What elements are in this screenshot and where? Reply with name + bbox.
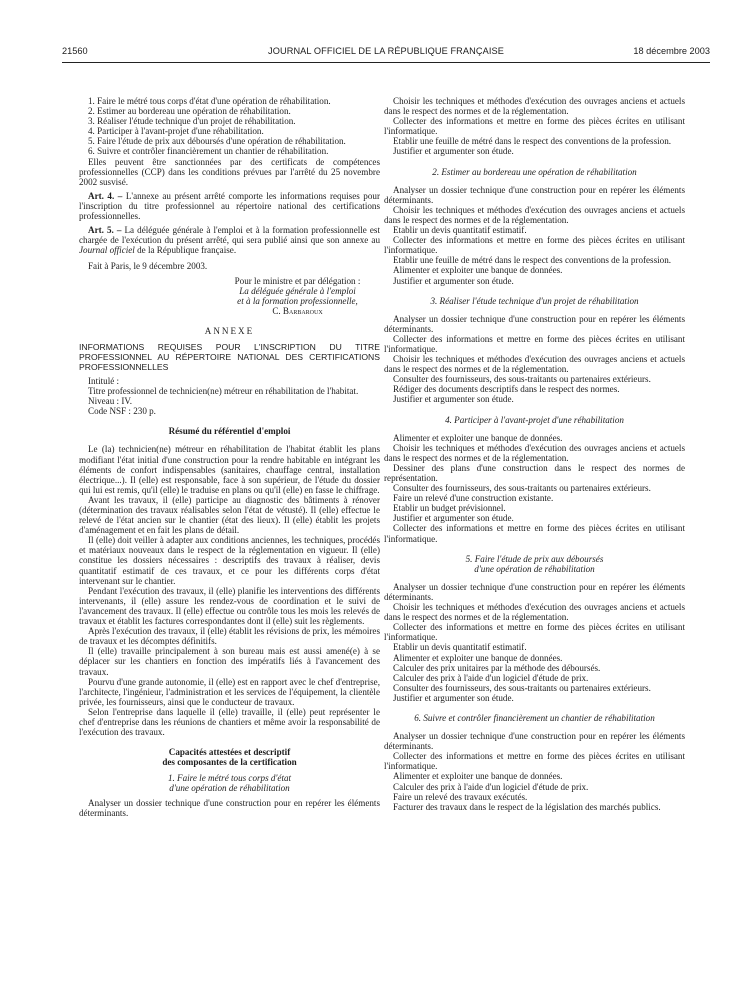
list-item: 6. Suivre et contrôler financièrement un chantier de réhabilitation. (88, 146, 329, 157)
section-item: Rédiger des documents descriptifs dans le respect des normes. (393, 384, 620, 395)
section-item: Analyser un dossier technique d'une construction pour en repérer les éléments déterminants. (79, 797, 380, 818)
section-item: Consulter des fournisseurs, des sous-traitants ou partenaires extérieurs. (393, 374, 651, 385)
article-5-text: La déléguée générale à l'emploi et à la formation professionnelle est chargée de l'exécution du présent arrêté, qui sera publié ainsi que son annexe au (79, 225, 380, 246)
resume-paragraph: Pendant l'exécution des travaux, il (elle) planifie les interventions des différents intervenants, il (elle) assure les rendez-vous de coordination et le suivi de l'avancement des travaux. Il (elle) effectue ou contrôle tous les mois les relevés de travaux et établit les factures correspondantes dont il (elle) suit les règlements. (79, 585, 380, 627)
section-title: 2. Estimer au bordereau une opération de réhabilitation (432, 166, 637, 177)
section-title-line-2: d'une opération de réhabilitation (169, 783, 290, 794)
section-item: Choisir les techniques et méthodes d'exécution des ouvrages anciens et actuels dans le respect des normes et de la réglementation. (384, 442, 685, 463)
section-item: Collecter des informations et mettre en forme des pièces écrites en utilisant l'informatique. (384, 622, 685, 643)
section-item: Justifier et argumenter son étude. (393, 394, 514, 405)
section-item: Facturer des travaux dans le respect de la législation des marchés publics. (393, 801, 661, 812)
issue-date: 18 décembre 2003 (633, 46, 710, 56)
resume-paragraph: Pourvu d'une grande autonomie, il (elle) est en rapport avec le chef d'entreprise, l'architecte, l'ingénieur, l'administration et les services de l'équipement, la clientèle privée, les fournisseurs, ainsi que le conducteur de travaux. (79, 676, 380, 707)
section-item: Alimenter et exploiter une banque de données. (393, 652, 563, 663)
section-item: Choisir les techniques et méthodes d'exécution des ouvrages anciens et actuels dans le respect des normes et de la réglementation. (384, 96, 685, 117)
section-item: Etablir un budget prévisionnel. (393, 503, 506, 514)
resume-paragraph: Après l'exécution des travaux, il (elle) établit les révisions de prix, les mémoires de travaux et les décomptes définitifs. (79, 626, 380, 647)
section-item: Analyser un dossier technique d'une construction pour en repérer les éléments déterminants. (384, 731, 685, 752)
section-item: Dessiner des plans d'une construction dans le respect des normes de représentation. (384, 462, 685, 483)
section-item: Alimenter et exploiter une banque de données. (393, 432, 563, 443)
capacites-heading: Capacités attestées et descriptif (168, 747, 291, 758)
section-item: Calculer des prix unitaires par la méthode des déboursés. (393, 662, 601, 673)
article-4 (79, 191, 380, 221)
sanction-paragraph: Elles peuvent être sanctionnées par des certificats de compétences professionnelles (CCP) dans les conditions prévues par l'arrêté du 25 novembre 2002 susvisé. (79, 156, 380, 187)
section-item: Collecter des informations et mettre en forme des pièces écrites en utilisant l'informatique. (384, 235, 685, 256)
section-item: Justifier et argumenter son étude. (393, 146, 514, 157)
section-item: Calculer des prix à l'aide d'un logiciel d'étude de prix. (393, 781, 589, 792)
section-item: Etablir une feuille de métré dans le respect des conventions de la profession. (393, 255, 672, 266)
resume-heading: Résumé du référentiel d'emploi (168, 426, 291, 437)
article-4-text: L'annexe au présent arrêté comporte les informations requises pour l'inscription du titre professionnel au répertoire national des certifications professionnelles. (79, 190, 380, 222)
article-5-label: Art. 5. – (88, 225, 122, 236)
section-item: Choisir les techniques et méthodes d'exécution des ouvrages anciens et actuels dans le respect des normes et de la réglementation. (384, 204, 685, 225)
right-column (384, 96, 685, 972)
section-item: Etablir un devis quantitatif estimatif. (393, 642, 527, 653)
section-item: Collecter des informations et mettre en forme des pièces écrites en utilisant l'informatique. (384, 523, 685, 544)
journal-officiel-ref: Journal officiel (79, 245, 135, 256)
capacites-heading-line-2: des composantes de la certification (162, 757, 297, 768)
signature-place-date: Fait à Paris, le 9 décembre 2003. (88, 261, 208, 272)
article-5 (79, 225, 380, 255)
section-item: Collecter des informations et mettre en forme des pièces écrites en utilisant l'informatique. (384, 751, 685, 772)
annexe-heading: INFORMATIONS REQUISES POUR L'INSCRIPTION DU TITRE PROFESSIONNEL AU RÉPERTOIRE NATIONAL DES CERTIFICATIONS PROFESSIONNELLES (79, 341, 380, 372)
page-header (62, 46, 710, 60)
section-item: Choisir les techniques et méthodes d'exécution des ouvrages anciens et actuels dans le respect des normes et de la réglementation. (384, 602, 685, 623)
signature-block (215, 276, 380, 316)
signature-line: et à la formation professionnelle, (237, 295, 358, 306)
section-item: Faire un relevé des travaux exécutés. (393, 791, 528, 802)
resume-paragraph: Il (elle) doit veiller à adapter aux conditions anciennes, les techniques, procédés et matériaux nouveaux dans le respect de la réglementation en vigueur. Il (elle) constitue les dossiers nécessaires : descriptifs des travaux à réaliser, devis quantitatif estimatif de ces travaux, et ce pour les différents corps d'état intervenant sur le chantier. (79, 535, 380, 586)
page-number: 21560 (62, 46, 88, 56)
section-item: Consulter des fournisseurs, des sous-traitants ou partenaires extérieurs. (393, 682, 651, 693)
header-rule (62, 62, 710, 63)
section-item: Collecter des informations et mettre en forme des pièces écrites en utilisant l'informatique. (384, 333, 685, 354)
section-item: Analyser un dossier technique d'une construction pour en repérer les éléments déterminants. (384, 581, 685, 602)
section-item: Consulter des fournisseurs, des sous-traitants ou partenaires extérieurs. (393, 483, 651, 494)
resume-paragraph: Il (elle) travaille principalement à son bureau mais est aussi amené(e) à se déplacer sur les chantiers en fonction des impératifs liés à l'avancement des travaux. (79, 646, 380, 677)
section-item: Justifier et argumenter son étude. (393, 275, 514, 286)
section-item: Calculer des prix à l'aide d'un logiciel d'étude de prix. (393, 672, 589, 683)
section-item: Justifier et argumenter son étude. (393, 692, 514, 703)
section-title: 5. Faire l'étude de prix aux déboursés (465, 553, 604, 564)
section-title: 6. Suivre et contrôler financièrement un chantier de réhabilitation (414, 712, 655, 723)
signatory-name: C. Barbaroux (272, 305, 323, 316)
section-item: Alimenter et exploiter une banque de données. (393, 265, 563, 276)
resume-paragraph: Avant les travaux, il (elle) participe au diagnostic des bâtiments à rénover (détermination des travaux réalisables selon l'état de vétusté). Il (elle) effectue le relevé de l'état ancien sur le chantier (état des lieux). Il (elle) établit les projets d'aménagement et en fait les plans de détail. (79, 494, 380, 536)
section-item: Analyser un dossier technique d'une construction pour en repérer les éléments déterminants. (384, 184, 685, 205)
code-nsf: Code NSF : 230 p. (88, 406, 156, 417)
list-item: 3. Réaliser l'étude technique d'un projet de réhabilitation. (88, 116, 296, 127)
article-5-text-end: de la République française. (137, 245, 237, 256)
list-item: 2. Estimer au bordereau une opération de réhabilitation. (88, 106, 291, 117)
section-title-line-2: d'une opération de réhabilitation (474, 563, 595, 574)
competence-list (79, 96, 380, 157)
list-item: 4. Participer à l'avant-projet d'une réhabilitation. (88, 126, 264, 137)
left-column (79, 96, 380, 972)
list-item: 1. Faire le métré tous corps d'état d'une opération de réhabilitation. (88, 96, 331, 106)
signature-line: Pour le ministre et par délégation : (234, 275, 361, 286)
section-item: Analyser un dossier technique d'une construction pour en repérer les éléments déterminants. (384, 313, 685, 334)
section-item: Etablir une feuille de métré dans le respect des conventions de la profession. (393, 136, 672, 147)
journal-title: JOURNAL OFFICIEL DE LA RÉPUBLIQUE FRANÇAISE (268, 46, 504, 56)
section-item: Collecter des informations et mettre en forme des pièces écrites en utilisant l'informatique. (384, 116, 685, 137)
resume-paragraph: Selon l'entreprise dans laquelle il (elle) travaille, il (elle) peut représenter le chef d'entreprise dans les réunions de chantiers et même avoir la responsabilité de l'exécution des travaux. (79, 706, 380, 738)
section-item: Justifier et argumenter son étude. (393, 513, 514, 524)
section-item: Etablir un devis quantitatif estimatif. (393, 225, 527, 236)
niveau: Niveau : IV. (88, 396, 133, 407)
section-item: Faire un relevé d'une construction existante. (393, 493, 554, 504)
resume-paragraph: Le (la) technicien(ne) métreur en réhabilitation de l'habitat établit les plans modifiant l'état initial d'une construction pour la rendre habitable en intégrant les éléments de confort indispensables (sanitaires, chauffage central, installation électrique...). Il (elle) est responsable, face à son supérieur, de l'étude du dossier qui lui est remis, qu'il (elle) le traduise en plans ou qu'il (elle) en fasse le chiffrage. (79, 444, 380, 495)
section-item: Alimenter et exploiter une banque de données. (393, 771, 563, 782)
list-item: 5. Faire l'étude de prix aux déboursés d'une opération de réhabilitation. (88, 136, 346, 147)
titre-professionnel: Titre professionnel de technicien(ne) métreur en réhabilitation de l'habitat. (88, 386, 359, 397)
section-title: 1. Faire le métré tous corps d'état (167, 773, 292, 784)
article-4-label: Art. 4. – (88, 190, 123, 201)
annexe-title: ANNEXE (204, 325, 255, 336)
section-title: 4. Participer à l'avant-projet d'une réhabilitation (445, 414, 624, 425)
intitule-label: Intitulé : (88, 375, 120, 386)
section-title: 3. Réaliser l'étude technique d'un projet de réhabilitation (430, 295, 639, 306)
section-item: Choisir les techniques et méthodes d'exécution des ouvrages anciens et actuels dans le respect des normes et de la réglementation. (384, 354, 685, 375)
signature-line: La déléguée générale à l'emploi (239, 285, 356, 296)
